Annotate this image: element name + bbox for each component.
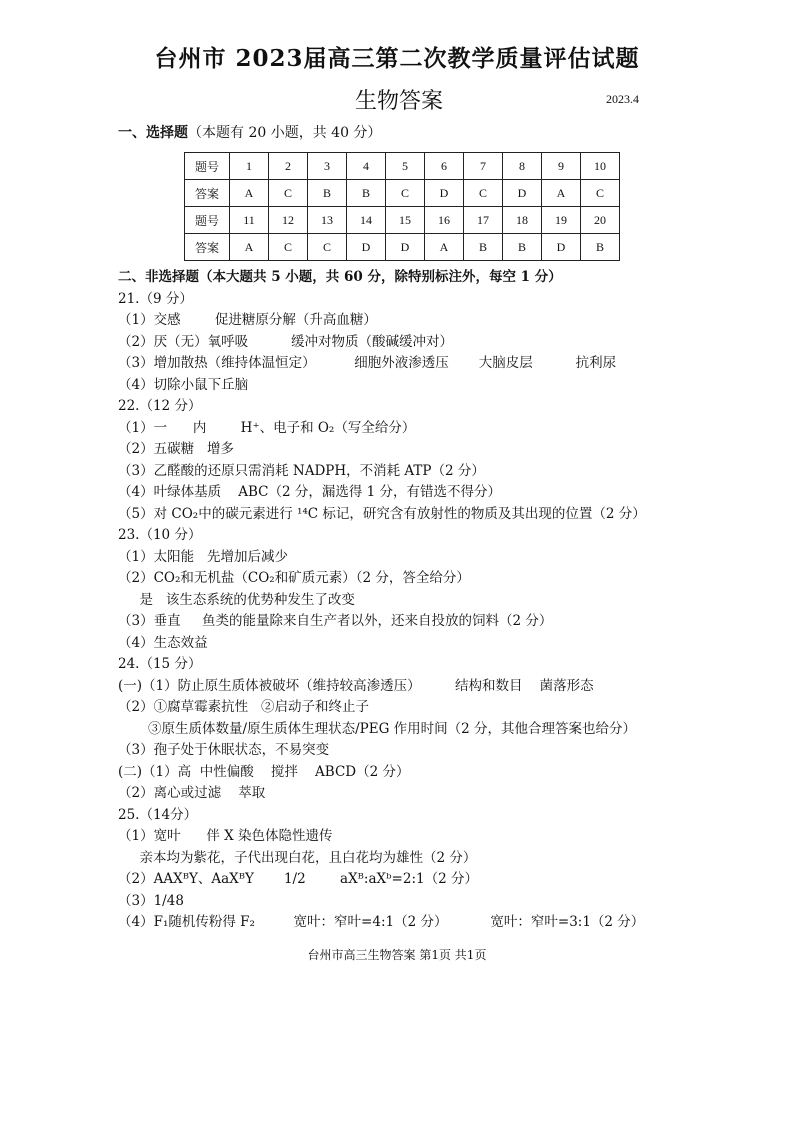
table-cell: C — [308, 234, 347, 261]
table-cell: B — [581, 234, 620, 261]
table-cell: 9 — [542, 153, 581, 180]
table-cell: 3 — [308, 153, 347, 180]
row-header-cell: 答案 — [185, 180, 230, 207]
answer-line: ③原生质体数量/原生质体生理状态/PEG 作用时间（2 分，其他合理答案也给分） — [118, 720, 637, 737]
answer-line: （3）孢子处于休眠状态，不易突变 — [118, 742, 330, 758]
answer-line: （1）太阳能 先增加后减少 — [118, 548, 288, 565]
table-cell: 7 — [464, 153, 503, 180]
answer-line: （4）切除小鼠下丘脑 — [118, 376, 249, 393]
answer-line: （3）1/48 — [118, 892, 184, 909]
row-header-cell: 题号 — [185, 207, 230, 234]
answer-line: （4）F₁随机传粉得 F₂ 宽叶：窄叶=4:1（2 分） 宽叶：窄叶=3:1（2 分） — [118, 914, 645, 930]
answer-line: （2）AAXᴮY、AaXᴮY 1/2 aXᴮ:aXᵇ=2:1（2 分） — [118, 871, 478, 887]
table-cell: 1 — [230, 153, 269, 180]
exam-date: 2023.4 — [606, 92, 639, 106]
answer-line: （1）一 内 H⁺、电子和 O₂（写全给分） — [118, 419, 416, 436]
table-cell: 6 — [425, 153, 464, 180]
row-header-cell: 答案 — [185, 234, 230, 261]
table-cell: 13 — [308, 207, 347, 234]
table-cell: B — [347, 180, 386, 207]
table-cell: B — [308, 180, 347, 207]
answer-line: （2）厌（无）氧呼吸 缓冲对物质（酸碱缓冲对） — [118, 333, 454, 350]
table-cell: 15 — [386, 207, 425, 234]
table-cell: 11 — [230, 207, 269, 234]
table-cell: D — [347, 234, 386, 261]
page-footer: 台州市高三生物答案 第1页 共1页 — [307, 948, 487, 962]
table-cell: 2 — [269, 153, 308, 180]
table-cell: B — [503, 234, 542, 261]
table-cell: D — [425, 180, 464, 207]
answer-line: 21.（9 分） — [118, 290, 193, 307]
table-cell: 20 — [581, 207, 620, 234]
answer-line: （3）乙醛酸的还原只需消耗 NADPH，不消耗 ATP（2 分） — [118, 462, 485, 479]
table-row — [185, 180, 620, 207]
table-cell: D — [503, 180, 542, 207]
answer-line: 23.（10 分） — [118, 527, 202, 543]
table-cell: B — [464, 234, 503, 261]
section-heading-choice — [118, 122, 381, 142]
answer-line: 是 该生态系统的优势种发生了改变 — [118, 591, 355, 608]
table-cell: C — [269, 180, 308, 207]
table-cell: C — [464, 180, 503, 207]
table-cell: 8 — [503, 153, 542, 180]
answer-line: 25.（14分） — [118, 806, 198, 823]
page-title: 台州市 2023届高三第二次教学质量评估试题 — [154, 45, 640, 72]
table-cell: 5 — [386, 153, 425, 180]
answer-line: （2）CO₂和无机盐（CO₂和矿质元素）（2 分，答全给分） — [118, 570, 470, 586]
table-cell: 10 — [581, 153, 620, 180]
table-cell: 16 — [425, 207, 464, 234]
answer-line: （2）五碳糖 增多 — [118, 441, 234, 457]
answer-line: （4）叶绿体基质 ABC（2 分，漏选得 1 分，有错选不得分） — [118, 484, 502, 500]
answer-table — [184, 152, 620, 261]
table-cell: A — [230, 180, 269, 207]
answer-line: (一)（1）防止原生质体被破坏（维持较高渗透压） 结构和数目 菌落形态 — [118, 677, 594, 694]
answer-line: （2）离心或过滤 萃取 — [118, 785, 266, 801]
table-cell: 18 — [503, 207, 542, 234]
table-cell: A — [230, 234, 269, 261]
answer-line: 22.（12 分） — [118, 398, 202, 414]
answer-line: （5）对 CO₂中的碳元素进行 ¹⁴C 标记，研究含有放射性的物质及其出现的位置（2 分） — [118, 505, 646, 522]
answer-line: （4）生态效益 — [118, 634, 208, 651]
table-cell: 19 — [542, 207, 581, 234]
table-cell: D — [386, 234, 425, 261]
table-row — [185, 234, 620, 261]
answer-line: （3）垂直 鱼类的能量除来自生产者以外，还来自投放的饲料（2 分） — [118, 613, 553, 629]
table-row — [185, 207, 620, 234]
answer-line: 二、非选择题（本大题共 5 小题，共 60 分，除特别标注外，每空 1 分） — [118, 269, 562, 285]
table-cell: 12 — [269, 207, 308, 234]
answer-line: （1）宽叶 伴 X 染色体隐性遗传 — [118, 828, 333, 844]
answer-line: 亲本均为紫花，子代出现白花，且白花均为雄性（2 分） — [118, 849, 477, 866]
table-cell: A — [542, 180, 581, 207]
table-cell: 14 — [347, 207, 386, 234]
answer-line: 24.（15 分） — [118, 656, 202, 672]
row-header-cell: 题号 — [185, 153, 230, 180]
table-row — [185, 153, 620, 180]
table-cell: C — [386, 180, 425, 207]
answer-line: （3）增加散热（维持体温恒定） 细胞外液渗透压 大脑皮层 抗利尿 — [118, 355, 617, 371]
section-desc: （本题有 20 小题，共 40 分） — [188, 125, 382, 141]
table-cell: 17 — [464, 207, 503, 234]
table-cell: C — [269, 234, 308, 261]
page-subtitle: 生物答案 — [355, 89, 444, 114]
table-cell: D — [542, 234, 581, 261]
table-cell: C — [581, 180, 620, 207]
answer-line: (二)（1）高 中性偏酸 搅拌 ABCD（2 分） — [118, 763, 410, 780]
table-cell: A — [425, 234, 464, 261]
answer-line: （2）①腐草霉素抗性 ②启动子和终止子 — [118, 699, 369, 715]
table-cell: 4 — [347, 153, 386, 180]
answer-line: （1）交感 促进糖原分解（升高血糖） — [118, 312, 377, 328]
section-label: 一、选择题 — [118, 125, 188, 141]
